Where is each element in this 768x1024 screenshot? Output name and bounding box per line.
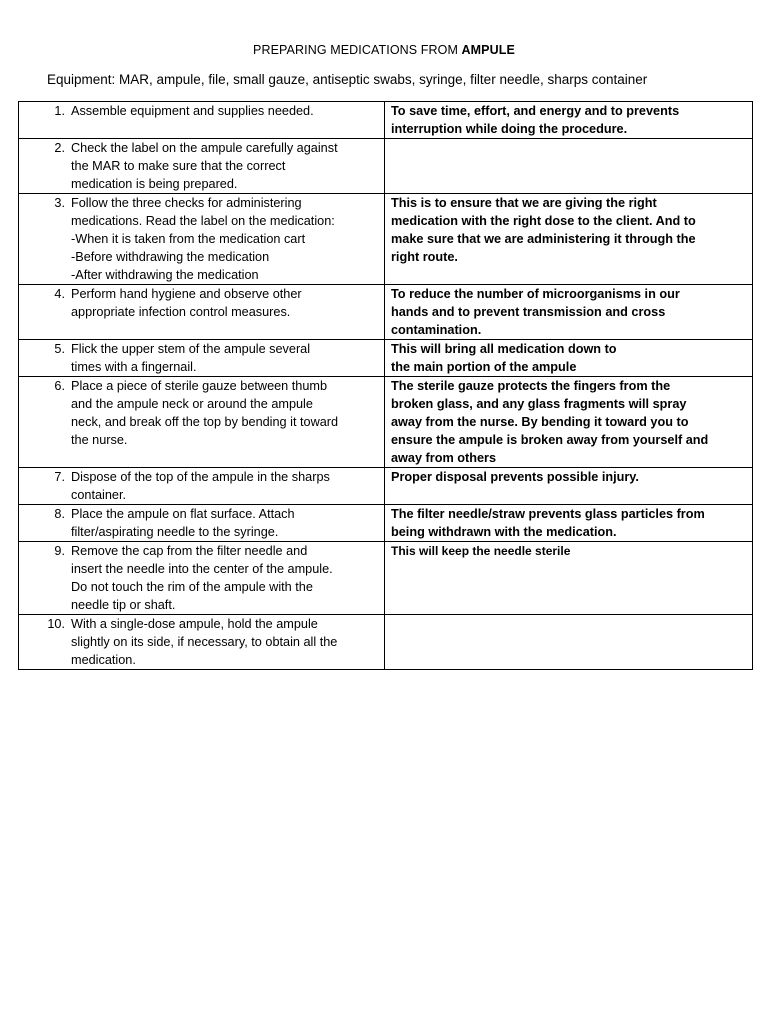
- step-cell: [19, 102, 385, 139]
- rationale-cell: [385, 285, 753, 340]
- step-text: Flick the upper stem of the ampule several times with a fingernail.: [71, 342, 311, 374]
- step-number: 4.: [54, 287, 65, 301]
- table-row: [19, 377, 753, 468]
- table-row: [19, 285, 753, 340]
- step-item: [19, 285, 384, 321]
- step-item: [19, 542, 384, 614]
- step-cell: [19, 285, 385, 340]
- step-text: With a single-dose ampule, hold the ampule slightly on its side, if necessary, to obtain all the medication.: [71, 617, 338, 667]
- step-item: [19, 505, 384, 541]
- step-cell: [19, 377, 385, 468]
- step-number: 6.: [54, 379, 65, 393]
- rationale-text: The filter needle/straw prevents glass particles from being withdrawn with the medication.: [391, 507, 705, 539]
- step-text: Dispose of the top of the ampule in the sharps container.: [71, 470, 330, 502]
- rationale-cell: [385, 377, 753, 468]
- step-text: Check the label on the ampule carefully against the MAR to make sure that the correct medication is being prepared.: [71, 141, 338, 191]
- step-item: [19, 194, 384, 284]
- rationale-cell: [385, 139, 753, 194]
- rationale-text: Proper disposal prevents possible injury.: [391, 470, 639, 484]
- document-title: [0, 43, 768, 57]
- step-number: 8.: [54, 507, 65, 521]
- step-text: Remove the cap from the filter needle and insert the needle into the center of the ampule. Do not touch the rim of the ampule with the needle tip or shaft.: [71, 544, 333, 612]
- table-row: [19, 505, 753, 542]
- step-cell: [19, 468, 385, 505]
- step-cell: [19, 340, 385, 377]
- rationale-text: This will keep the needle sterile: [391, 544, 571, 558]
- step-cell: [19, 139, 385, 194]
- table-row: [19, 139, 753, 194]
- step-text: Perform hand hygiene and observe other appropriate infection control measures.: [71, 287, 302, 319]
- step-item: [19, 139, 384, 193]
- rationale-cell: [385, 615, 753, 670]
- step-number: 1.: [54, 104, 65, 118]
- rationale-text: The sterile gauze protects the fingers from the broken glass, and any glass fragments will spray away from the nurse. By bending it toward you to ensure the ampule is broken away from yourself and away from others: [391, 379, 709, 465]
- step-number: 7.: [54, 470, 65, 484]
- table-row: [19, 102, 753, 139]
- step-item: [19, 377, 384, 449]
- rationale-cell: [385, 505, 753, 542]
- procedure-table: [18, 101, 753, 670]
- step-number: 10.: [47, 617, 65, 631]
- step-item: [19, 102, 384, 120]
- step-number: 5.: [54, 342, 65, 356]
- step-cell: [19, 194, 385, 285]
- table-row: [19, 340, 753, 377]
- rationale-text: To save time, effort, and energy and to prevents interruption while doing the procedure.: [391, 104, 680, 136]
- table-row: [19, 194, 753, 285]
- table-row: [19, 468, 753, 505]
- step-number: 3.: [54, 196, 65, 210]
- rationale-cell: [385, 340, 753, 377]
- table-row: [19, 542, 753, 615]
- step-item: [19, 468, 384, 504]
- procedure-table-body: [19, 102, 753, 670]
- equipment-line: Equipment: MAR, ampule, file, small gauze, antiseptic swabs, syringe, filter needle, sharps container: [47, 72, 648, 87]
- step-text: Place a piece of sterile gauze between thumb and the ampule neck or around the ampule neck, and break off the top by bending it toward the nurse.: [71, 379, 339, 447]
- step-text: Assemble equipment and supplies needed.: [71, 104, 314, 118]
- rationale-cell: [385, 102, 753, 139]
- table-row: [19, 615, 753, 670]
- step-item: [19, 615, 384, 669]
- step-cell: [19, 615, 385, 670]
- step-text: Follow the three checks for administering medications. Read the label on the medication: -When it is taken from the medication cart -Before withdrawing the medication -After withdrawing the medication: [71, 196, 335, 282]
- step-item: [19, 340, 384, 376]
- step-number: 2.: [54, 141, 65, 155]
- rationale-cell: [385, 542, 753, 615]
- step-cell: [19, 542, 385, 615]
- rationale-text: This is to ensure that we are giving the right medication with the right dose to the client. And to make sure that we are administering it through the right route.: [391, 196, 696, 264]
- step-number: 9.: [54, 544, 65, 558]
- step-text: Place the ampule on flat surface. Attach filter/aspirating needle to the syringe.: [71, 507, 295, 539]
- rationale-cell: [385, 194, 753, 285]
- rationale-cell: [385, 468, 753, 505]
- rationale-text: To reduce the number of microorganisms in our hands and to prevent transmission and cross contamination.: [391, 287, 680, 337]
- rationale-text: This will bring all medication down to the main portion of the ampule: [391, 342, 617, 374]
- step-cell: [19, 505, 385, 542]
- document-title-prefix: PREPARING MEDICATIONS FROM: [253, 43, 462, 57]
- document-title-bold: AMPULE: [461, 43, 515, 57]
